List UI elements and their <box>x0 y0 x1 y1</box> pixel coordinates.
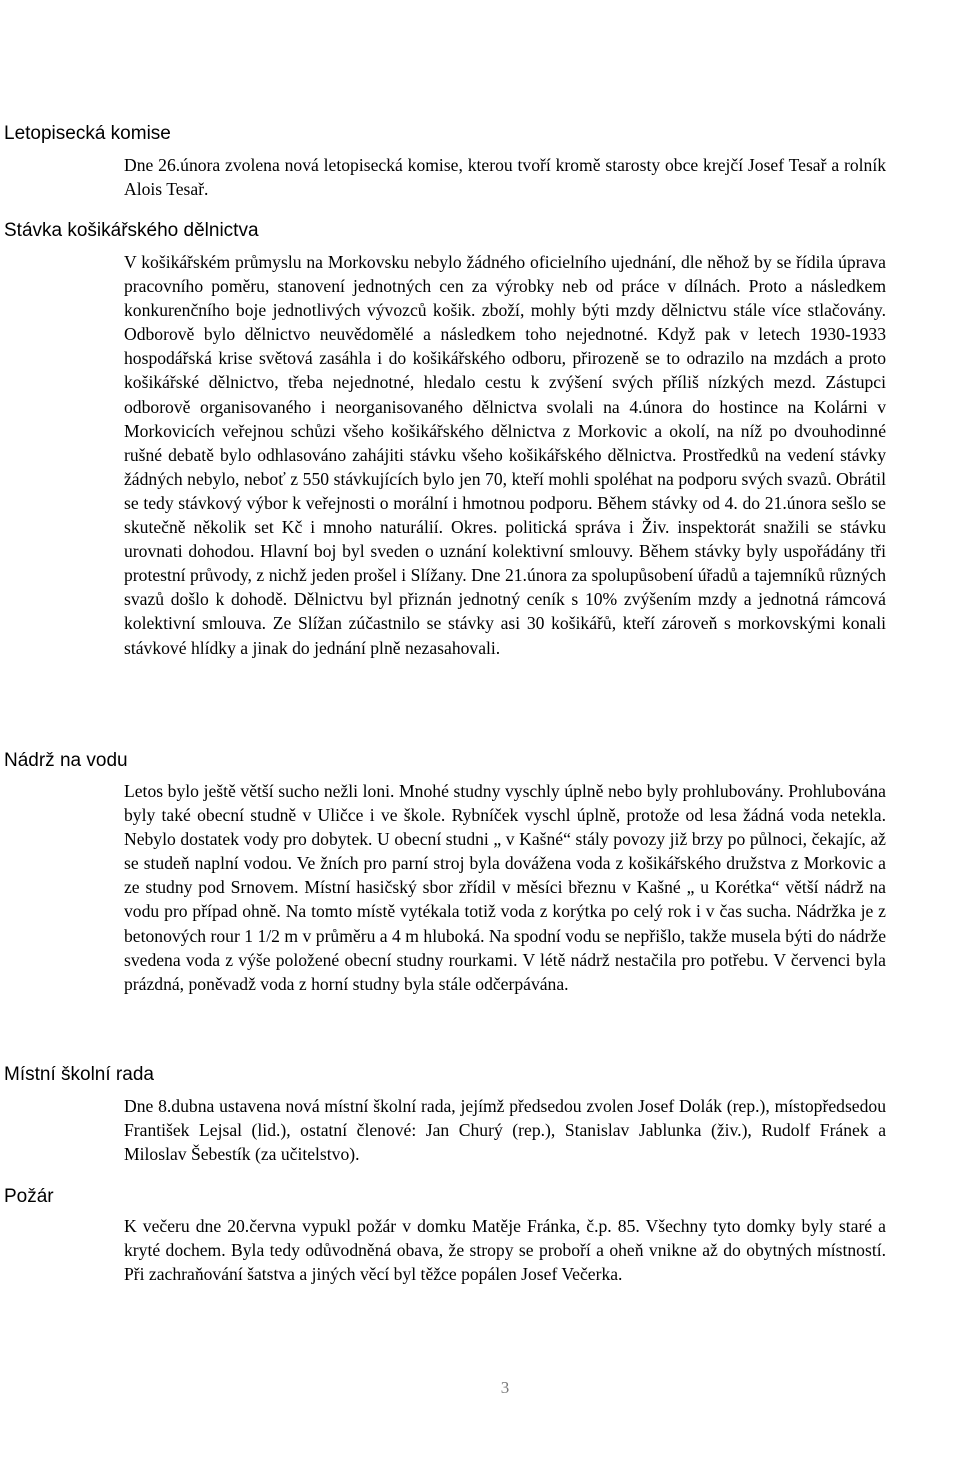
heading-mistni-skolni-rada: Místní školní rada <box>4 1064 154 1085</box>
paragraph-letopisecka-komise: Dne 26.února zvolena nová letopisecká komise, kterou tvoří kromě starosty obce krejčí Josef Tesař a rolník Alois Tesař. <box>124 155 886 200</box>
page-number: 3 <box>500 1378 510 1397</box>
paragraph-stavka: V košikářském průmyslu na Morkovsku nebylo žádného oficielního ujednání, dle něhož by se řídila úprava pracovního poměru, stanovení jednotných cen za výrobky neb od práce v dílnách. Proto a následkem konkurenčního boje jednotlivých vývozců košik. zboží, mohly býti mzdy dělnictvu stále více stlačovány. Odborově bylo dělnictvo neuvědomělé a následkem toho nejednotné. Když pak v letech 1930-1933 hospodářská krise světová zasáhla i do košikářského odboru, přirozeně se to odrazilo na mzdách a proto košikářské dělnictvo, třeba nejednotné, hledalo cestu k zvýšení svých příliš nízkých mezd. Zástupci odborově organisovaného i neorganisovaného dělnictva svolali na 4.února do hostince na Kolárni v Morkovicích veřejnou schůzi všeho košikářského dělnictva z Morkovic a okolí, na níž po dvouhodinné rušné debatě bylo odhlasováno zahájiti stávku všeho košikářského dělnictva. Prostředků na vedení stávky žádných nebylo, neboť z 550 stávkujících bylo jen 70, kteří mohli spoléhat na podporu svých svazů. Obrátil se tedy stávkový výbor k veřejnosti o morální i hmotnou podporu. Během stávky od 4. do 21.února sešlo se skutečně několik set Kč i mnoho naturálií. Okres. politická správa i Živ. inspektorát snažili se stávku urovnati dohodou. Hlavní boj byl sveden o uznání kolektivní smlouvy. Během stávky byly uspořádány tři protestní průvody, z nichž jeden prošel i Slížany. Dne 21.února za spolupůsobení úřadů a tajemníků různých svazů došlo k dohodě. Dělnictvu byl přiznán jednotný ceník s 10% zvýšením mzdy a jednotná rámcová kolektivní smlouva. Ze Slížan zúčastnilo se stávky asi 30 košikářů, kteří zároveň s morkovskými konali stávkové hlídky a jinak do jednání plně nezasahovali. <box>124 252 886 658</box>
heading-letopisecka-komise: Letopisecká komise <box>4 123 171 144</box>
heading-nadrz-na-vodu: Nádrž na vodu <box>4 750 128 771</box>
paragraph-nadrz-na-vodu: Letos bylo ještě větší sucho nežli loni. Mnohé studny vyschly úplně nebo byly prohlubovány. Prohlubována byly také obecní studně v Uličce i ve škole. Rybníček vyschl úplně, protože od lesa žádná voda netekla. Nebylo dostatek vody pro dobytek. U obecní studni „ v Kašné“ stály povozy již brzy po půlnoci, čekajíc, až se studeň naplní vodou. Ve žních pro parní stroj byla dovážena voda z košikářského družstva z Morkovic a ze studny pod Srnovem. Místní hasičský sbor zřídil v měsíci březnu v Kašné „ u Korétka“ větší nádrž na vodu pro případ ohně. Na tomto místě vytékala totiž voda z korýtka po celý rok i v čas sucha. Nádržka je z betonových rour 1 1/2 m v průměru a 4 m hluboká. Na spodní vodu se nepřišlo, takže musela býti do nádrže svedena voda z výše položené obecní studny rourkami. V létě nádrž nestačila pro potřebu. V červenci byla prázdná, poněvadž voda z horní studny byla stále odčerpávána. <box>124 781 886 994</box>
heading-pozar: Požár <box>4 1186 54 1207</box>
paragraph-mistni-skolni-rada: Dne 8.dubna ustavena nová místní školní rada, jejímž předsedou zvolen Josef Dolák (rep.), místopředsedou František Lejsal (lid.), ostatní členové: Jan Churý (rep.), Stanislav Jablunka (živ.), Rudolf Fránek a Miloslav Šebestík (za učitelstvo). <box>124 1096 886 1165</box>
heading-stavka: Stávka košikářského dělnictva <box>4 220 259 241</box>
paragraph-pozar: K večeru dne 20.června vypukl požár v domku Matěje Fránka, č.p. 85. Všechny tyto domky byly staré a kryté dochem. Byla tedy odůvodněná obava, že stropy se proboří a oheň vnikne až do obytných místností. Při zachraňování šatstva a jiných věcí byl těžce popálen Josef Večerka. <box>124 1216 886 1285</box>
